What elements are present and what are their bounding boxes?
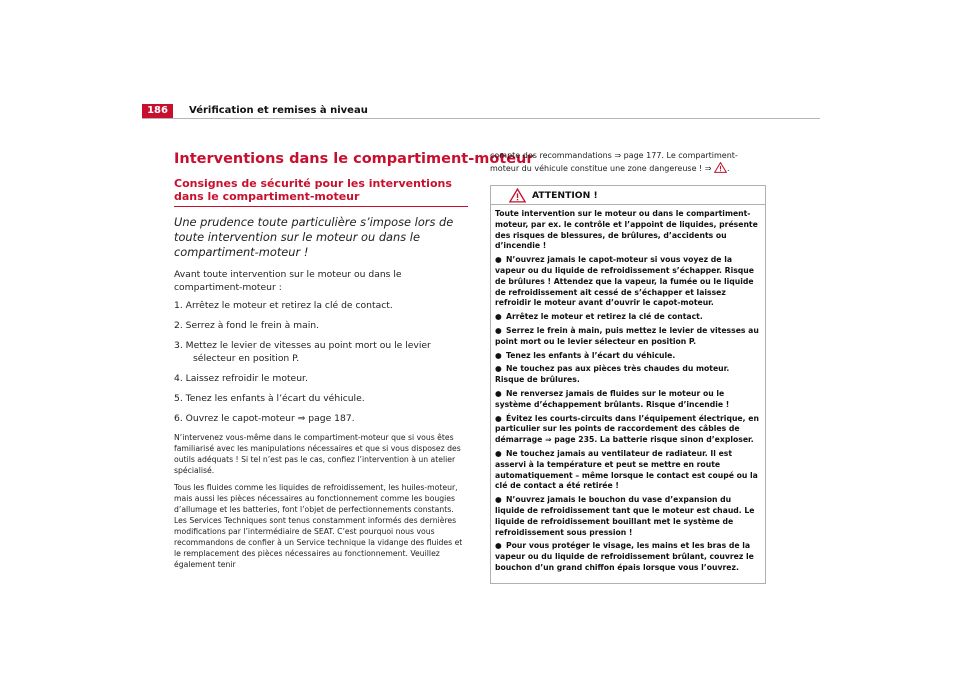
bullet-icon: ● (495, 448, 502, 458)
section-title: Interventions dans le compartiment-moteur (174, 151, 534, 167)
paragraph-fluids: Tous les fluides comme les liquides de refroidissement, les huiles-moteur, mais aussi les pièces nécessaires au fonctionnement comme les bougies d’allumage et les batteries, font l’objet de perfectionnements constants. Les Services Techniques sont tenus constamment informés des dernières modifications par l’intermédiaire de SEAT. C’est pourquoi nous vous recommandons de confier à un Service technique la vidange des fluides et le remplacement des pièces nécessaires au fonctionnement. Veuillez également tenir (174, 483, 463, 569)
step-item: 5. Tenez les enfants à l’écart du véhicule. (174, 393, 365, 404)
step-item: 2. Serrez à fond le frein à main. (174, 320, 320, 331)
header-rule (142, 118, 820, 119)
subsection-title: Consignes de sécurité pour les interventions dans le compartiment-moteur (174, 177, 452, 203)
warning-item: ● Évitez les courts-circuits dans l’équipement électrique, en particulier sur les points de raccordement des câbles de démarrage ⇒ page 235. La batterie risque sinon d’exploser. (495, 413, 759, 445)
subsection-rule (174, 206, 468, 207)
continued-paragraph (490, 150, 766, 175)
bullet-icon: ● (495, 541, 502, 551)
bullet-icon: ● (495, 364, 502, 374)
intro-paragraph: Avant toute intervention sur le moteur ou dans le compartiment-moteur : (174, 269, 402, 293)
warning-item: ● Arrêtez le moteur et retirez la clé de contact. (495, 312, 703, 322)
bullet-icon: ● (495, 255, 502, 265)
page-number: 186 (142, 104, 173, 118)
running-head-title: Vérification et remises à niveau (189, 105, 368, 116)
bullet-icon: ● (495, 325, 502, 335)
step-item: 6. Ouvrez le capot-moteur ⇒ page 187. (174, 413, 355, 424)
warning-intro: Toute intervention sur le moteur ou dans le compartiment-moteur, par ex. le contrôle et l’appoint de liquides, présente des risques de blessures, de brûlures, d’accidents ou d’incendie ! (495, 209, 758, 251)
step-item: 3. Mettez le levier de vitesses au point mort ou le levier sélecteur en position P. (174, 340, 431, 364)
continued-text: compte des recommandations ⇒ page 177. Le compartiment-moteur du véhicule constitue une zone dangereuse ! ⇒ (490, 151, 738, 173)
warning-item: ● Tenez les enfants à l’écart du véhicule. (495, 350, 676, 360)
warning-item: ● Ne renversez jamais de fluides sur le moteur ou le système d’échappement brûlants. Risque d’incendie ! (495, 388, 730, 409)
warning-item: ● N’ouvrez jamais le capot-moteur si vous voyez de la vapeur ou du liquide de refroidissement s’échapper. Risque de brûlures ! Attendez que la vapeur, la fumée ou le liquide de refroidissement ait cessé de s’échapper et laissez refroidir le moteur avant d’ouvrir le capot-moteur. (495, 255, 754, 308)
left-column (174, 150, 534, 576)
step-item: 4. Laissez refroidir le moteur. (174, 373, 308, 384)
warning-item: ● Ne touchez jamais au ventilateur de radiateur. Il est asservi à la température et peut se mettre en route automatiquement – même lorsque le contact est coupé ou la clé de contact a été retirée ! (495, 448, 758, 491)
warning-body (491, 205, 765, 583)
step-item: 1. Arrêtez le moteur et retirez la clé de contact. (174, 300, 393, 311)
continued-end: . (727, 164, 730, 173)
paragraph-expertise: N’intervenez vous-même dans le compartiment-moteur que si vous êtes familiarisé avec les manipulations nécessaires et que si vous disposez des outils adéquats ! Si tel n’est pas le cas, confiez l’intervention à un atelier spécialisé. (174, 433, 461, 475)
warning-item: ● N’ouvrez jamais le bouchon du vase d’expansion du liquide de refroidissement tant que le moteur est chaud. Le liquide de refroidissement bouillant met le système de refroidissement sous pression ! (495, 495, 755, 537)
bullet-icon: ● (495, 388, 502, 398)
warning-box (490, 185, 766, 584)
bullet-icon: ● (495, 413, 502, 423)
bullet-icon: ● (495, 495, 502, 505)
warning-title: ATTENTION ! (532, 189, 598, 201)
warning-list (495, 255, 761, 574)
warning-item: ● Pour vous protéger le visage, les mains et les bras de la vapeur ou du liquide de refroidissement brûlant, couvrez le bouchon d’un grand chiffon épais lorsque vous l’ouvrez. (495, 541, 754, 572)
bullet-icon: ● (495, 350, 502, 360)
lead-paragraph: Une prudence toute particulière s’impose lors de toute intervention sur le moteur ou dans le compartiment-moteur ! (174, 215, 454, 259)
warning-header (491, 186, 765, 205)
warning-triangle-icon (714, 162, 727, 173)
right-column (490, 150, 766, 584)
bullet-icon: ● (495, 312, 502, 322)
steps-list (174, 299, 468, 425)
warning-item: ● Ne touchez pas aux pièces très chaudes du moteur. Risque de brûlures. (495, 364, 730, 385)
warning-triangle-icon (509, 188, 526, 203)
warning-item: ● Serrez le frein à main, puis mettez le levier de vitesses au point mort ou le levier sélecteur en position P. (495, 325, 759, 346)
